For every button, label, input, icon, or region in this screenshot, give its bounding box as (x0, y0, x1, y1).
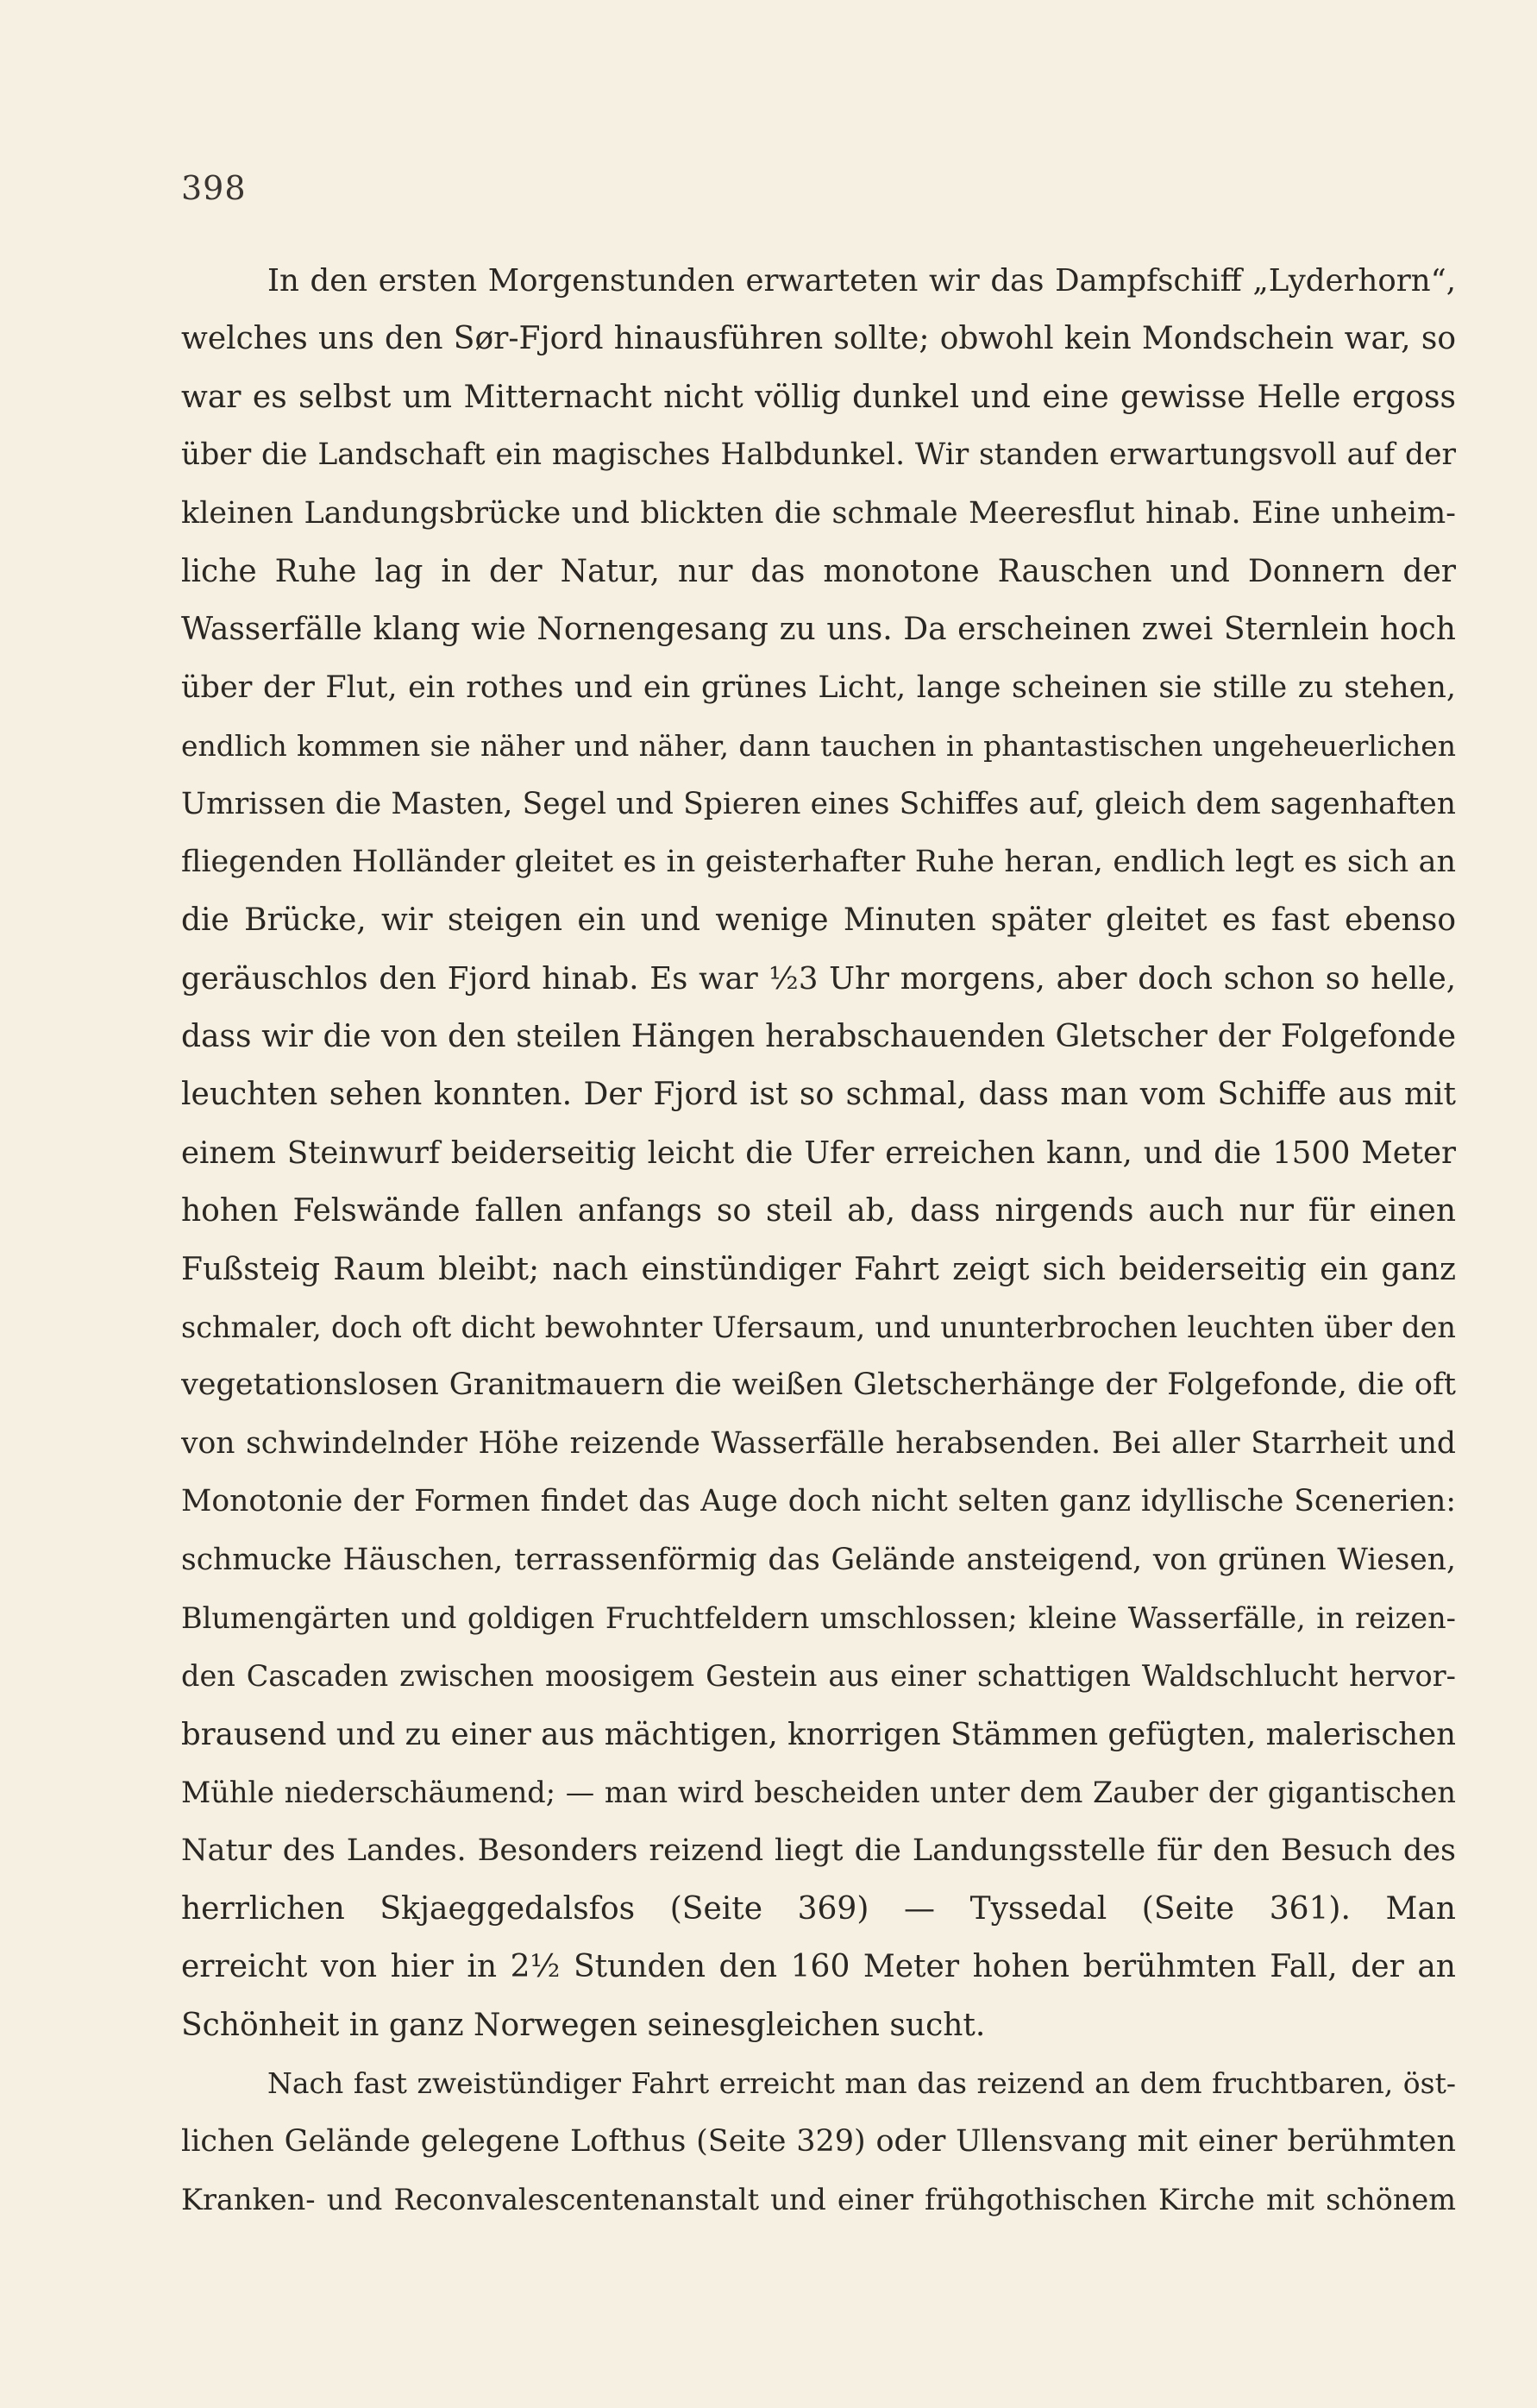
text-line: Nach fast zweistündiger Fahrt erreicht man das reizend an dem fruchtbaren, öst- (267, 2066, 1456, 2101)
text-line: liche Ruhe lag in der Natur, nur das monotone Rauschen und Donnern der (181, 553, 1456, 589)
text-line: Fußsteig Raum bleibt; nach einstündiger Fahrt zeigt sich beiderseitig ein ganz (181, 1251, 1456, 1287)
text-line: die Brücke, wir steigen ein und wenige Minuten später gleitet es fast ebenso (181, 902, 1456, 939)
text-line: brausend und zu einer aus mächtigen, knorrigen Stämmen gefügten, malerischen (181, 1716, 1456, 1752)
text-line: Natur des Landes. Besonders reizend liegt die Landungsstelle für den Besuch des (181, 1833, 1456, 1868)
page-number: 398 (181, 169, 247, 207)
text-line: endlich kommen sie näher und näher, dann tauchen in phantastischen ungeheuerlichen (181, 729, 1456, 764)
text-line: war es selbst um Mitternacht nicht völlig dunkel und eine gewisse Helle ergoss (181, 379, 1456, 415)
paragraph-1 (181, 252, 1456, 2054)
text-line: Wasserfälle klang wie Nornengesang zu uns. Da erscheinen zwei Sternlein hoch (181, 612, 1456, 648)
text-line: lichen Gelände gelegene Lofthus (Seite 329) oder Ullensvang mit einer berühmten (181, 2123, 1456, 2159)
text-line: Kranken- und Reconvalescentenanstalt und einer frühgothischen Kirche mit schönem (181, 2182, 1456, 2216)
text-line: leuchten sehen konnten. Der Fjord ist so schmal, dass man vom Schiffe aus mit (181, 1077, 1456, 1113)
text-line: Schönheit in ganz Norwegen seinesgleichen sucht. (181, 2007, 986, 2043)
text-line: fliegenden Holländer gleitet es in geisterhafter Ruhe heran, endlich legt es sich an (181, 844, 1456, 879)
text-line: schmucke Häuschen, terrassenförmig das Gelände ansteigend, von grünen Wiesen, (181, 1542, 1456, 1577)
text-line: einem Steinwurf beiderseitig leicht die Ufer erreichen kann, und die 1500 Meter (181, 1135, 1456, 1171)
body-text (181, 252, 1456, 2229)
text-line: den Cascaden zwischen moosigem Gestein aus einer schattigen Waldschlucht hervor- (181, 1659, 1456, 1694)
text-line: erreicht von hier in 2½ Stunden den 160 Meter hohen berühmten Fall, der an (181, 1949, 1456, 1985)
text-line: über die Landschaft ein magisches Halbdunkel. Wir standen erwartungsvoll auf der (181, 437, 1456, 473)
text-line: Monotonie der Formen findet das Auge doch nicht selten ganz idyllische Scenerien: (181, 1484, 1456, 1519)
text-line: Blumengärten und goldigen Fruchtfeldern umschlossen; kleine Wasserfälle, in reizen- (181, 1600, 1456, 1635)
text-line: von schwindelnder Höhe reizende Wasserfälle herabsenden. Bei aller Starrheit und (181, 1425, 1456, 1461)
paragraph-2 (181, 2054, 1456, 2229)
text-line: hohen Felswände fallen anfangs so steil ab, dass nirgends auch nur für einen (181, 1193, 1456, 1229)
text-line: In den ersten Morgenstunden erwarteten wir das Dampfschiff „Lyderhorn“, (267, 263, 1456, 299)
text-line: welches uns den Sør-Fjord hinausführen sollte; obwohl kein Mondschein war, so (181, 321, 1456, 357)
text-line: Mühle niederschäumend; — man wird bescheiden unter dem Zauber der gigantischen (181, 1776, 1456, 1810)
text-line: geräuschlos den Fjord hinab. Es war ½3 Uhr morgens, aber doch schon so helle, (181, 960, 1456, 997)
text-line: Umrissen die Masten, Segel und Spieren eines Schiffes auf, gleich dem sagenhaften (181, 786, 1456, 821)
text-line: vegetationslosen Granitmauern die weißen Gletscherhänge der Folgefonde, die oft (181, 1367, 1456, 1403)
text-line: herrlichen Skjaeggedalsfos (Seite 369) — Tyssedal (Seite 361). Man (181, 1890, 1456, 1927)
text-line: dass wir die von den steilen Hängen herabschauenden Gletscher der Folgefonde (181, 1019, 1456, 1055)
text-line: kleinen Landungsbrücke und blickten die schmale Meeresflut hinab. Eine unheim- (181, 495, 1456, 531)
text-line: schmaler, doch oft dicht bewohnter Ufersaum, und ununterbrochen leuchten über den (181, 1311, 1456, 1345)
text-line: über der Flut, ein rothes und ein grünes Licht, lange scheinen sie stille zu stehen, (181, 670, 1456, 705)
